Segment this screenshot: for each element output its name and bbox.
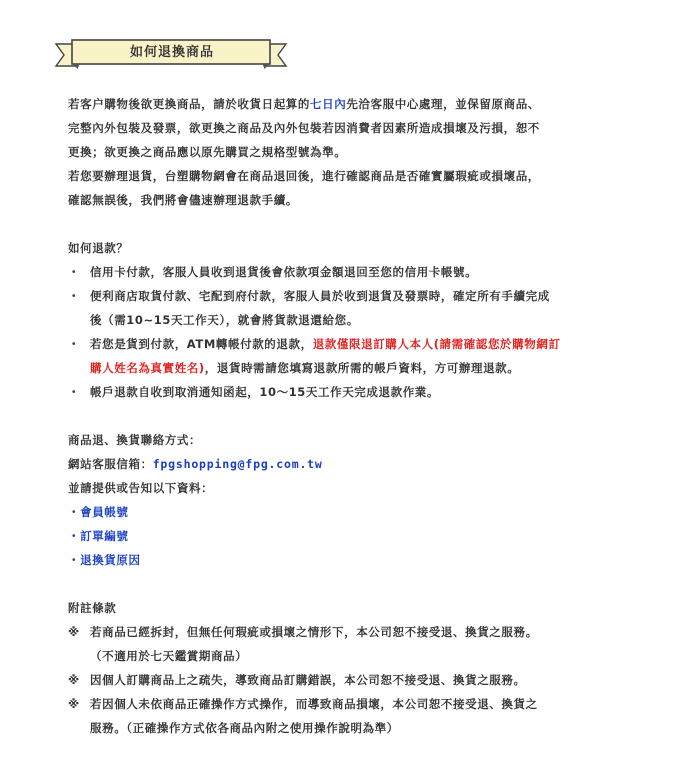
terms-item — [68, 692, 638, 740]
refund-item-text: 便利商店取貨付款、宅配到府付款，客服人員於收到退貨及發票時，確定所有手續完成 — [90, 289, 550, 303]
note-mark: ※ — [68, 673, 80, 687]
intro-line: 若您要辦理退貨，台塑購物網會在商品退回後，進行確認商品是否確實屬瑕疵或損壞品， — [68, 169, 540, 183]
refund-item-text: 後（需10~15天工作天），就會將貨款退還給您。 — [90, 313, 359, 327]
intro-line: 確認無誤後，我們將會儘速辦理退款手續。 — [68, 193, 298, 207]
note-mark: ※ — [68, 697, 80, 711]
intro-section — [68, 92, 638, 212]
bullet: ・ — [68, 385, 81, 399]
email-line — [68, 452, 638, 476]
terms-item-text: （不適用於七天鑑賞期商品） — [90, 649, 248, 663]
terms-item-text: 服務。（正確操作方式依各商品內附之使用操作說明為準） — [90, 721, 399, 735]
return-policy-content — [68, 92, 638, 740]
intro-text: 若客户購物後欲更換商品，請於收貨日起算的 — [68, 97, 310, 111]
bullet: ・ — [68, 289, 81, 303]
seven-days-highlight: 七日內 — [310, 97, 347, 111]
terms-item-text: 因個人訂購商品上之疏失，導致商品訂購錯誤，本公司恕不接受退、換貨之服務。 — [90, 673, 526, 687]
intro-text: 先洽客服中心處理，並保留原商品、 — [346, 97, 540, 111]
refund-item-text: ，退貨時需請您填寫退款所需的帳戶資料，方可辦理退款。 — [204, 361, 520, 375]
terms-item-text: 若因個人未依商品正確操作方式操作，而導致商品損壞，本公司恕不接受退、換貨之 — [90, 697, 538, 711]
refund-warning: 退款僅限退訂購人本人(請需確認您於購物網訂 — [312, 337, 561, 351]
bullet: ・ — [68, 265, 81, 279]
contact-section — [68, 428, 638, 572]
refund-item — [68, 332, 638, 380]
refund-section — [68, 236, 638, 404]
refund-item-text: 信用卡付款，客服人員收到退貨後會依款項金額退回至您的信用卡帳號。 — [90, 265, 478, 279]
terms-heading: 附註條款 — [68, 601, 117, 615]
refund-item — [68, 380, 638, 404]
refund-item — [68, 284, 638, 332]
required-field: ・訂單編號 — [68, 529, 129, 543]
terms-item — [68, 668, 638, 692]
terms-item-text: 若商品已經拆封，但無任何瑕疵或損壞之情形下，本公司恕不接受退、換貨之服務。 — [90, 625, 538, 639]
bullet: ・ — [68, 337, 81, 351]
terms-item — [68, 620, 638, 668]
refund-warning: 購人姓名為真實姓名) — [90, 361, 205, 375]
required-field: ・會員帳號 — [68, 505, 129, 519]
contact-heading: 商品退、換貨聯絡方式： — [68, 433, 202, 447]
intro-line: 完整內外包裝及發票，欲更換之商品及內外包裝若因消費者因素所造成損壞及污損，恕不 — [68, 121, 540, 135]
note-mark: ※ — [68, 625, 80, 639]
email-link[interactable]: fpgshopping@fpg.com.tw — [152, 457, 323, 471]
refund-heading: 如何退款？ — [68, 241, 129, 255]
intro-line — [68, 92, 638, 116]
refund-item-text: 若您是貨到付款，ATM轉帳付款的退款， — [90, 337, 313, 351]
terms-section — [68, 596, 638, 740]
refund-item-line — [90, 356, 638, 380]
intro-line: 更換；欲更換之商品應以原先購買之規格型號為準。 — [68, 145, 347, 159]
section-banner — [52, 34, 290, 76]
required-field: ・退換貨原因 — [68, 553, 141, 567]
page-title: 如何退換商品 — [129, 45, 214, 60]
provide-info-line: 並請提供或告知以下資料： — [68, 481, 214, 495]
email-label: 網站客服信箱： — [68, 457, 153, 471]
refund-item — [68, 260, 638, 284]
refund-item-line — [90, 332, 638, 356]
refund-item-text: 帳戶退款自收到取消通知函起，10～15天工作天完成退款作業。 — [90, 385, 440, 399]
